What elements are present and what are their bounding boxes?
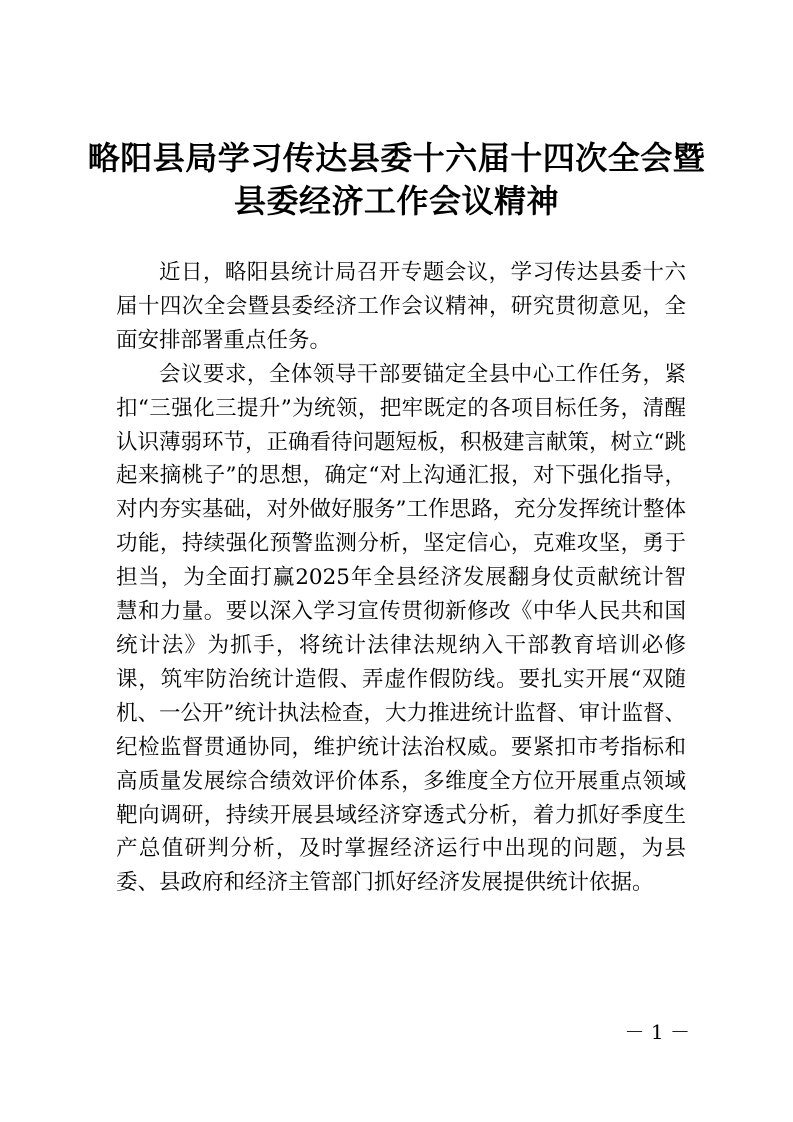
page-number: － 1 －	[624, 1020, 690, 1044]
paragraph-1: 近日，略阳县统计局召开专题会议，学习传达县委十六届十四次全会暨县委经济工作会议精神，研究贯彻意见，全面安排部署重点任务。	[116, 260, 686, 353]
document-body	[116, 256, 686, 900]
document-title-line-2: 县委经济工作会议精神	[233, 182, 559, 220]
document-title-line-1: 略阳县局学习传达县委十六届十四次全会暨	[87, 139, 706, 177]
paragraph-2: 会议要求，全体领导干部要锚定全县中心工作任务，紧扣“三强化三提升”为统领，把牢既定的各项目标任务，清醒认识薄弱环节，正确看待问题短板，积极建言献策，树立“跳起来摘桃子”的思想，确定“对上沟通汇报，对下强化指导，对内夯实基础，对外做好服务”工作思路，充分发挥统计整体功能，持续强化预警监测分析，坚定信心，克难攻坚，勇于担当，为全面打赢2025年全县经济发展翻身仗贡献统计智慧和力量。要以深入学习宣传贯彻新修改《中华人民共和国统计法》为抓手，将统计法律法规纳入干部教育培训必修课，筑牢防治统计造假、弄虚作假防线。要扎实开展“双随机、一公开”统计执法检查，大力推进统计监督、审计监督、纪检监督贯通协同，维护统计法治权威。要紧扣市考指标和高质量发展综合绩效评价体系，多维度全方位开展重点领域靶向调研，持续开展县域经济穿透式分析，着力抓好季度生产总值研判分析，及时掌握经济运行中出现的问题，为县委、县政府和经济主管部门抓好经济发展提供统计依据。	[116, 361, 686, 896]
